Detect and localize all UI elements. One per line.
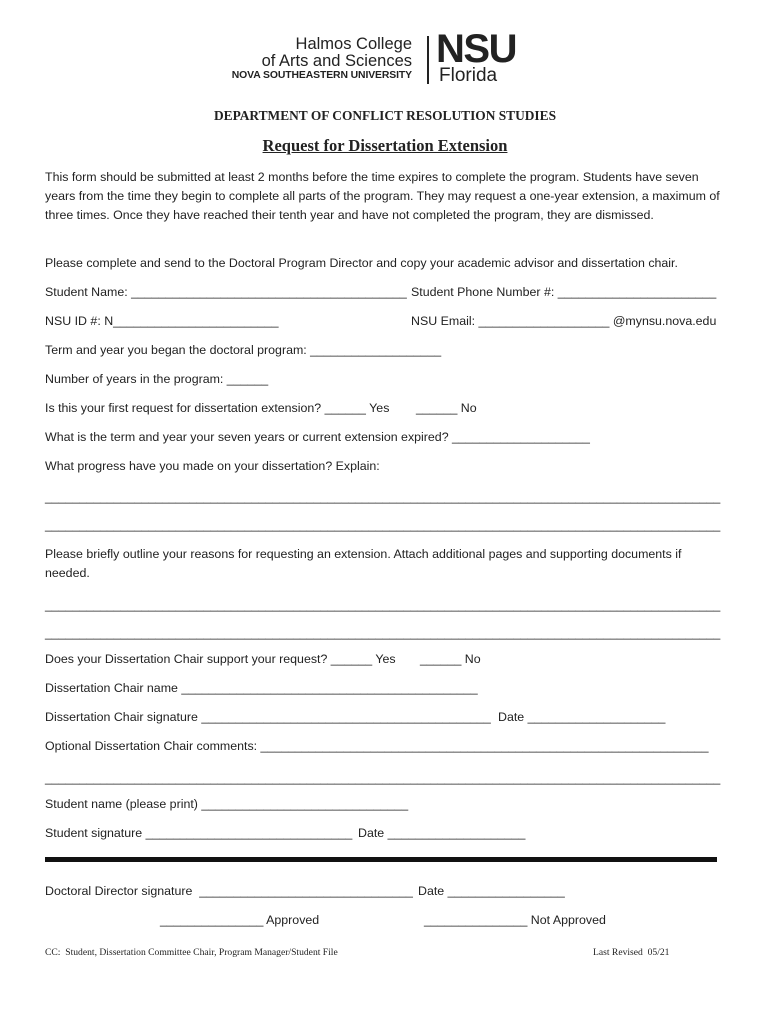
chair-comments-field[interactable]: Optional Dissertation Chair comments: _________________________________________________________________ (45, 739, 709, 753)
logo-florida: Florida (439, 65, 498, 86)
form-title: Request for Dissertation Extension (262, 136, 508, 155)
progress-line-1[interactable]: __________________________________________________________________________________________________ (45, 490, 721, 504)
years-in-program-field[interactable]: Number of years in the program: ______ (45, 372, 269, 386)
director-date-field[interactable]: Date _________________ (418, 884, 565, 898)
progress-line-2[interactable]: __________________________________________________________________________________________________ (45, 518, 721, 532)
student-date-field[interactable]: Date ____________________ (358, 826, 526, 840)
first-request-no-field[interactable]: ______ No (416, 401, 477, 415)
logo-divider (427, 36, 429, 84)
first-request-yes-field[interactable]: Is this your first request for dissertation extension? ______ Yes (45, 401, 390, 415)
form-title-wrapper (0, 136, 770, 156)
chair-date-field[interactable]: Date ____________________ (498, 710, 666, 724)
instruction-text: Please complete and send to the Doctoral Program Director and copy your academic advisor and dissertation chair. (45, 256, 678, 270)
logo-college-line2: of Arts and Sciences (261, 52, 412, 70)
logo-nsu-mark: NSU (436, 27, 516, 71)
intro-paragraph: This form should be submitted at least 2 months before the time expires to complete the program. Students have seven years from the time they begin to complete all parts of the program. They may request a one-year extension, a maximum of three times. Once they have reached their tenth year and have not completed the program, they are dismissed. (45, 170, 720, 223)
approved-field[interactable]: _______________ Approved (160, 913, 320, 927)
student-signature-field[interactable]: Student signature ______________________________ (45, 826, 353, 840)
progress-prompt: What progress have you made on your dissertation? Explain: (45, 459, 380, 473)
footer-cc: CC: Student, Dissertation Committee Chair, Program Manager/Student File (45, 947, 338, 958)
term-year-began-field[interactable]: Term and year you began the doctoral program: ___________________ (45, 343, 442, 357)
nsu-email-field[interactable]: NSU Email: ___________________ @mynsu.nova.edu (411, 314, 717, 328)
nsu-id-field[interactable]: NSU ID #: N________________________ (45, 314, 279, 328)
chair-signature-field[interactable]: Dissertation Chair signature __________________________________________ (45, 710, 491, 724)
reasons-prompt: Please briefly outline your reasons for requesting an extension. Attach additional pages and supporting documents if needed. (45, 547, 682, 581)
chair-support-no-field[interactable]: ______ No (420, 652, 481, 666)
term-expired-field[interactable]: What is the term and year your seven years or current extension expired? ____________________ (45, 430, 590, 444)
chair-support-yes-field[interactable]: Does your Dissertation Chair support your request? ______ Yes (45, 652, 396, 666)
student-phone-field[interactable]: Student Phone Number #: _______________________ (411, 285, 717, 299)
section-divider (45, 857, 717, 862)
not-approved-field[interactable]: _______________ Not Approved (424, 913, 606, 927)
footer-revised: Last Revised 05/21 (593, 947, 670, 958)
chair-comments-line[interactable]: __________________________________________________________________________________________________ (45, 771, 721, 785)
reasons-line-2[interactable]: __________________________________________________________________________________________________ (45, 626, 721, 640)
logo-university: NOVA SOUTHEASTERN UNIVERSITY (231, 70, 412, 81)
department-heading: DEPARTMENT OF CONFLICT RESOLUTION STUDIES (213, 108, 557, 123)
reasons-line-1[interactable]: __________________________________________________________________________________________________ (45, 598, 721, 612)
chair-name-field[interactable]: Dissertation Chair name ___________________________________________ (45, 681, 478, 695)
director-signature-field[interactable]: Doctoral Director signature _______________________________ (45, 884, 413, 898)
logo-college-line1: Halmos College (295, 35, 412, 53)
student-print-name-field[interactable]: Student name (please print) ______________________________ (45, 797, 409, 811)
student-name-field[interactable]: Student Name: ________________________________________ (45, 285, 407, 299)
